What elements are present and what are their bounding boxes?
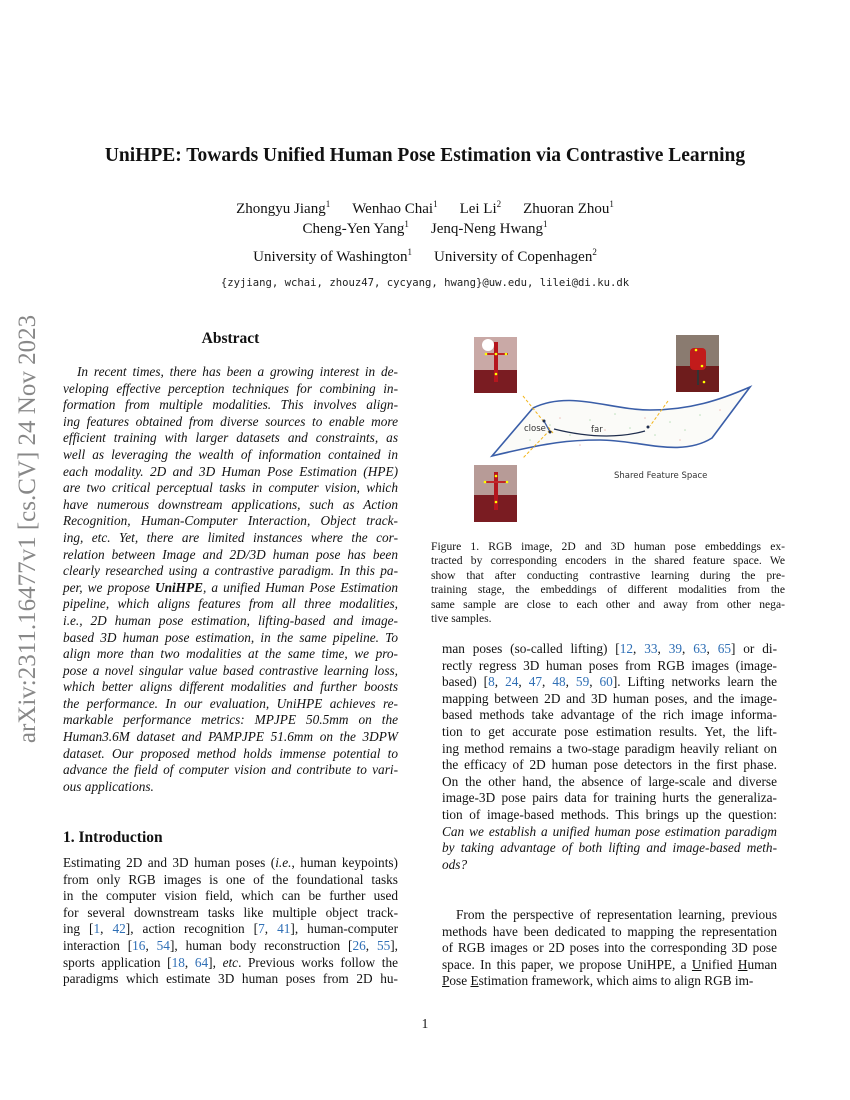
figure-1-caption [431, 540, 785, 626]
text-line: ing, etc. Yet, there are limited instances where the cor- [63, 529, 398, 545]
text-line: same sample are close to each other and away from other nega- [431, 597, 785, 611]
text-line [442, 857, 777, 874]
text-line [63, 921, 398, 938]
text-line: dataset. Our proposed method holds immense potential to [63, 745, 398, 761]
text-line [442, 957, 777, 974]
text-line: the performance. In our evaluation, UniHPE achieves re- [63, 695, 398, 711]
affiliation: University of Washington [253, 249, 408, 265]
text-span: ], action recognition [ [125, 921, 259, 937]
text-line: i.e., 2D human pose estimation, lifting-based and image- [63, 612, 398, 628]
author-name: Zhuoran Zhou [523, 201, 610, 217]
text-span: ], human body reconstruction [ [169, 937, 353, 953]
text-span: uman [747, 956, 778, 972]
affiliation-mark: 1 [433, 199, 438, 209]
text-span: man poses (so-called lifting) [ [442, 641, 620, 656]
citation-link[interactable]: 41 [277, 921, 291, 937]
text-line: align more than two modalities at the same time, we pro- [63, 646, 398, 662]
text-span: space. In this paper, we propose UniHPE, a [442, 956, 692, 972]
text-line: pipeline, which aligns features from all three modalities, [63, 596, 398, 612]
intro-paragraph-1-continued [442, 641, 777, 873]
text-line: training stage, the embeddings of different modalities from the [431, 583, 785, 597]
text-span: , human keypoints) [291, 855, 398, 870]
author-name: Cheng-Yen Yang [302, 221, 405, 237]
text-span: , [365, 937, 377, 953]
text-line: Recognition, Human-Computer Interaction, Object track- [63, 513, 398, 529]
text-span: by taking advantage of both lifting and image-based meth- [442, 840, 777, 856]
paper-title: UniHPE: Towards Unified Human Pose Estimation via Contrastive Learning [104, 145, 746, 166]
citation-link[interactable]: 16 [132, 937, 146, 953]
text-line: paradigms which estimate 3D human poses from 2D hu- [63, 971, 398, 987]
affiliation-mark: 2 [592, 247, 597, 257]
text-line [63, 955, 398, 972]
text-span: UniHPE [154, 579, 204, 595]
citation-link[interactable]: 54 [156, 937, 170, 953]
text-line: On the other hand, the absence of large-scale and diverse [442, 773, 777, 789]
text-line: Figure 1. RGB image, 2D and 3D human pose embeddings ex- [431, 540, 785, 553]
citation-link[interactable]: 7 [258, 921, 265, 937]
text-line: ing method remains a two-stage paradigm heavily reliant on [442, 740, 777, 756]
citation-link[interactable]: 18 [171, 954, 185, 970]
citation-link[interactable]: 64 [194, 954, 209, 970]
label-shared-feature-space: Shared Feature Space [614, 471, 708, 481]
text-line: tion of image-based methods. This brings up the question: [442, 806, 777, 822]
author-name: Jenq-Neng Hwang [430, 221, 543, 237]
text-span: E [470, 973, 479, 989]
author-name: Zhongyu Jiang [236, 201, 326, 217]
text-span: per, we propose [63, 579, 155, 595]
text-span: nified [701, 956, 738, 972]
text-line [442, 840, 777, 857]
text-line: of RGB images or 2D poses into the corresponding 3D pose [442, 940, 777, 956]
text-line: ing features obtained from diverse sources to enable more [63, 413, 398, 429]
text-line: rectly regress 3D human poses from RGB images (image- [442, 657, 777, 673]
text-line: relation between Image and 2D/3D human pose has been [63, 546, 398, 562]
text-line: tive samples. [431, 611, 492, 625]
text-line: veloping effective perception techniques for combining in- [63, 380, 398, 396]
text-span: , [657, 641, 669, 656]
text-line: well as leveraging the wealth of information contained in [63, 446, 398, 462]
text-span: P [442, 973, 450, 989]
affiliation-mark: 1 [407, 247, 413, 257]
text-line: image-3D pose pairs data for training hurts the generaliza- [442, 790, 777, 806]
citation-link[interactable]: 1 [93, 921, 101, 937]
affiliation: University of Copenhagen [434, 249, 593, 265]
text-line: tracted by corresponding encoders in the shared feature space. We [431, 554, 785, 568]
text-line: mapping between 2D and 3D human poses, and the image- [442, 690, 777, 706]
text-line: in the computer vision field, which can be further used [63, 888, 398, 904]
citation-link[interactable]: 26 [352, 937, 366, 953]
citation-link[interactable]: 12 [619, 641, 633, 656]
text-span: sports application [ [63, 954, 172, 970]
text-span: ods? [442, 856, 468, 872]
abstract-heading: Abstract [201, 330, 260, 347]
affiliation-mark: 1 [542, 219, 548, 229]
citation-link[interactable]: 47 [528, 674, 542, 690]
text-span: based) [ [442, 674, 489, 690]
page-number: 1 [421, 1016, 429, 1031]
text-span: , [145, 937, 157, 953]
abstract-body [63, 364, 398, 795]
text-line: formation from multiple modalities. This involves align- [63, 397, 398, 413]
citation-link[interactable]: 55 [376, 937, 391, 953]
text-span: , [184, 954, 195, 970]
text-span: , [264, 921, 278, 937]
text-line [63, 938, 398, 955]
text-span: , [518, 674, 529, 690]
text-line: from only RGB images is one of the foundational tasks [63, 871, 398, 887]
label-far: far [591, 425, 603, 435]
text-line: tion to get accurate pose estimation results. Yet, the lift- [442, 723, 777, 739]
text-line: advance the field of computer vision and contribute to vari- [63, 762, 398, 778]
text-line: each modality. 2D and 3D Human Pose Estimation (HPE) [63, 463, 398, 479]
text-span: U [691, 956, 702, 972]
text-span: , [100, 921, 113, 937]
text-line: have numerous downstream applications, such as Action [63, 496, 398, 512]
citation-link[interactable]: 63 [693, 641, 707, 656]
text-line: Human3.6M dataset and PAMPJPE 51.6mm on the 3DPW [63, 729, 398, 745]
rgb-image-thumbnail [474, 337, 517, 393]
text-line: are two critical perceptual tasks in computer vision, which [63, 480, 398, 496]
text-span: ]. Lifting networks learn the [612, 674, 777, 690]
text-line: for several downstream tasks like multiple object track- [63, 904, 398, 920]
citation-link[interactable]: 42 [112, 921, 126, 937]
text-span: , a unified Human Pose Estimation [203, 579, 398, 595]
text-span: ose [449, 973, 471, 989]
text-line: pose a novel singular value based contrastive learning loss, [63, 662, 398, 678]
text-line [442, 674, 777, 691]
affiliation-mark: 1 [609, 199, 614, 209]
text-span: , [494, 674, 506, 690]
citation-link[interactable]: 39 [668, 641, 682, 656]
citation-link[interactable]: 48 [552, 674, 566, 690]
figure-1 [440, 330, 770, 530]
pose-3d-thumbnail [676, 335, 719, 392]
text-line: efficient training with larger datasets and constraints, as [63, 430, 398, 446]
author-emails: {zyjiang, wchai, zhouz47, cycyang, hwang}@uw.edu, lilei@di.ku.dk [220, 277, 630, 289]
text-line [63, 580, 398, 597]
text-span: , [542, 674, 553, 690]
text-span: , [706, 641, 718, 656]
text-span: stimation framework, which aims to align RGB im- [478, 973, 754, 989]
text-line: based methods take advantage of the rich image informa- [442, 707, 777, 723]
text-span: H [737, 956, 748, 972]
text-line [442, 641, 777, 658]
text-line [442, 824, 777, 841]
text-span: ing [ [63, 921, 94, 937]
section-heading-introduction: 1. Introduction [63, 829, 163, 846]
text-span: interaction [ [63, 937, 133, 953]
shared-feature-surface [492, 387, 750, 456]
intro-paragraph-1 [63, 855, 398, 988]
text-line: From the perspective of representation learning, previous [456, 907, 777, 922]
citation-link[interactable]: 60 [599, 674, 613, 690]
text-line: In recent times, there has been a growing interest in de- [77, 364, 398, 379]
intro-paragraph-2 [442, 907, 777, 990]
text-line: markable performance metrics: MPJPE 50.5mm on the [63, 712, 398, 728]
text-span: , [565, 674, 576, 690]
text-span: , [681, 641, 694, 656]
text-span: ], [390, 937, 399, 953]
pose-2d-thumbnail [474, 465, 517, 522]
text-span: Estimating 2D and 3D human poses ( [63, 855, 276, 870]
text-span: . Previous works follow the [238, 954, 398, 970]
citation-link[interactable]: 24 [505, 674, 519, 690]
text-span: Can we establish a unified human pose estimation paradigm [442, 823, 777, 839]
text-span: , [589, 674, 600, 690]
authors-row-2 [0, 219, 850, 238]
authors-row-1 [0, 199, 850, 218]
citation-link[interactable]: 8 [488, 674, 495, 690]
affiliation-mark: 1 [404, 219, 409, 229]
text-line: the efficacy of 2D human pose detectors in the first phase. [442, 757, 777, 773]
text-span: , [632, 641, 645, 656]
text-line: methods have been dedicated to mapping the representation [442, 923, 777, 939]
author-name: Wenhao Chai [352, 201, 434, 217]
text-line: based 3D human pose estimation, in the same pipeline. To [63, 629, 398, 645]
citation-link[interactable]: 33 [644, 641, 658, 656]
text-span: ], [208, 954, 223, 970]
text-span: ] or di- [730, 641, 777, 656]
text-line [442, 973, 777, 990]
author-name: Lei Li [459, 201, 497, 217]
text-span: i.e. [275, 855, 292, 870]
text-line: which better aligns different modalities and further boosts [63, 679, 398, 695]
citation-link[interactable]: 59 [575, 674, 590, 690]
affiliation-mark: 2 [496, 199, 502, 209]
citation-link[interactable]: 65 [717, 641, 731, 656]
label-close: close [524, 424, 546, 434]
text-line: clearly researched using a contrastive paradigm. In this pa- [63, 563, 398, 579]
text-line: ous applications. [63, 778, 154, 794]
text-span: ], human-computer [290, 921, 398, 937]
text-line [63, 855, 398, 872]
text-span: etc [222, 954, 239, 970]
arxiv-stamp: arXiv:2311.16477v1 [cs.CV] 24 Nov 2023 [14, 314, 41, 744]
text-line: show that after conducting contrastive learning during the pre- [431, 568, 785, 582]
affiliations [0, 247, 850, 266]
affiliation-mark: 1 [325, 199, 331, 209]
